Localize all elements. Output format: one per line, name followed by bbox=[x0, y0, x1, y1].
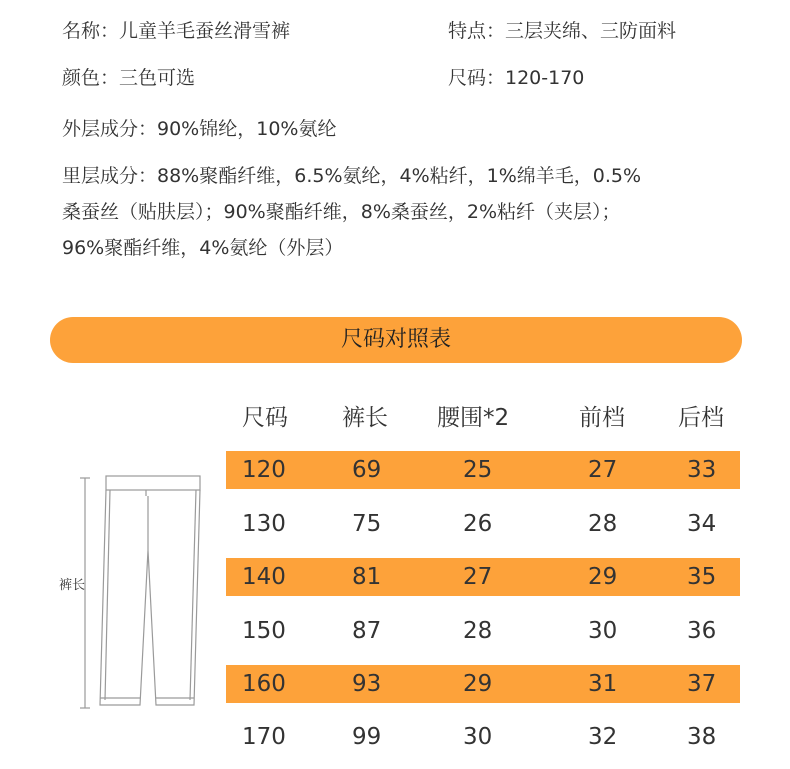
header-front-rise: 前档 bbox=[579, 405, 625, 431]
header-length: 裤长 bbox=[342, 405, 388, 431]
front-rise-cell: 27 bbox=[588, 457, 618, 483]
size-cell: 140 bbox=[242, 564, 286, 590]
pants-diagram-icon bbox=[76, 470, 216, 720]
back-rise-cell: 36 bbox=[687, 618, 717, 644]
size-chart-banner: 尺码对照表 bbox=[50, 317, 742, 363]
front-rise-cell: 30 bbox=[588, 618, 618, 644]
header-back-rise: 后档 bbox=[678, 405, 724, 431]
header-size: 尺码 bbox=[242, 405, 288, 431]
back-rise-cell: 38 bbox=[687, 724, 717, 750]
product-feature: 特点：三层夹绵、三防面料 bbox=[448, 20, 677, 42]
front-rise-cell: 31 bbox=[588, 671, 618, 697]
back-rise-cell: 37 bbox=[687, 671, 717, 697]
outer-material: 外层成分：90%锦纶，10%氨纶 bbox=[62, 118, 337, 140]
product-color: 颜色：三色可选 bbox=[62, 67, 196, 89]
header-waist: 腰围*2 bbox=[437, 405, 510, 431]
front-rise-cell: 32 bbox=[588, 724, 618, 750]
back-rise-cell: 35 bbox=[687, 564, 717, 590]
pants-length-label: 裤长 bbox=[59, 578, 86, 593]
size-cell: 120 bbox=[242, 457, 286, 483]
waist-cell: 30 bbox=[463, 724, 493, 750]
size-cell: 130 bbox=[242, 511, 286, 537]
inner-material-line-3: 96%聚酯纤维，4%氨纶（外层） bbox=[62, 237, 344, 259]
back-rise-cell: 34 bbox=[687, 511, 717, 537]
length-cell: 99 bbox=[352, 724, 382, 750]
length-cell: 93 bbox=[352, 671, 382, 697]
product-size-range: 尺码：120-170 bbox=[448, 67, 585, 89]
waist-cell: 29 bbox=[463, 671, 493, 697]
front-rise-cell: 28 bbox=[588, 511, 618, 537]
length-cell: 87 bbox=[352, 618, 382, 644]
waist-cell: 26 bbox=[463, 511, 493, 537]
table-row bbox=[226, 665, 740, 703]
waist-cell: 28 bbox=[463, 618, 493, 644]
table-row bbox=[226, 718, 740, 756]
table-row bbox=[226, 558, 740, 596]
table-row bbox=[226, 612, 740, 650]
size-cell: 160 bbox=[242, 671, 286, 697]
inner-material-line-2: 桑蚕丝（贴肤层）；90%聚酯纤维，8%桑蚕丝，2%粘纤（夹层）； bbox=[62, 201, 621, 223]
back-rise-cell: 33 bbox=[687, 457, 717, 483]
waist-cell: 27 bbox=[463, 564, 493, 590]
table-row bbox=[226, 505, 740, 543]
length-cell: 69 bbox=[352, 457, 382, 483]
front-rise-cell: 29 bbox=[588, 564, 618, 590]
inner-material bbox=[62, 158, 742, 266]
size-cell: 170 bbox=[242, 724, 286, 750]
inner-material-line-1: 里层成分：88%聚酯纤维，6.5%氨纶，4%粘纤，1%绵羊毛，0.5% bbox=[62, 165, 642, 187]
length-cell: 81 bbox=[352, 564, 382, 590]
product-name: 名称：儿童羊毛蚕丝滑雪裤 bbox=[62, 20, 291, 42]
size-cell: 150 bbox=[242, 618, 286, 644]
waist-cell: 25 bbox=[463, 457, 493, 483]
table-row bbox=[226, 451, 740, 489]
length-cell: 75 bbox=[352, 511, 382, 537]
